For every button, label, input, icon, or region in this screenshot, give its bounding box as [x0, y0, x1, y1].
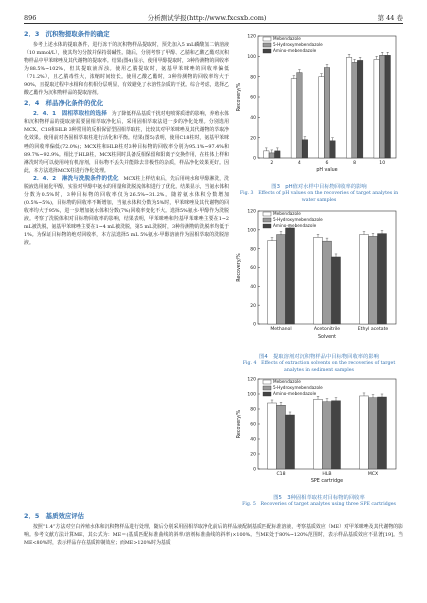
page-number: 896	[24, 14, 37, 22]
y-tick-label: 100	[247, 392, 256, 398]
section-2-4-title: 2．4 样品净化条件的优化	[24, 99, 104, 108]
bar	[323, 241, 332, 324]
y-tick-label: 60	[250, 266, 256, 272]
figure-3-chart	[234, 30, 404, 180]
section-2-4-1-body: 为了降低样品基质干扰对电喷雾质谱的影响，养殖水体和沉积物样品的提取液需要固相萃取净化后，采用固相萃取法进一步的净化处理。分别选用MCX、C18和HLB 3种常用的反相保留型固相萃取柱，比较其对甲苯咪唑及其代谢物的萃取净化效果。使用前对各固相萃取柱进行活化和平衡。结果(图5)表明，使用C18柱时，氨基甲苯咪唑的回收率偏低(72.0%)；MCX柱和HLB柱对3种目标物的回收率分别为95.1%~97.4%和89.7%~92.9%。相比于HLB柱，MCX柱同时具备反相保留和阳离子交换作用，在柱体上样和淋洗时均可以使用纯有机溶剂，目标物不丢失并能除去非极性的杂质，样品净化效果更好。因此，本方法选择MCX柱进行净化处理。	[24, 111, 230, 174]
bar	[269, 153, 275, 158]
legend-swatch	[263, 37, 271, 41]
legend-label: 5-Hydroxymebendazole	[273, 217, 323, 222]
figure-5	[234, 373, 404, 513]
x-tick-label: C18	[276, 472, 286, 477]
bar	[314, 399, 323, 469]
legend-label: Mebendazole	[273, 36, 301, 41]
figure-3	[234, 30, 404, 205]
legend-label: 5-Hydroxymebendazole	[273, 385, 323, 390]
y-tick-label: 40	[250, 284, 256, 290]
legend-swatch	[263, 212, 271, 216]
y-tick-label: 60	[250, 95, 256, 101]
y-tick-label: 0	[253, 156, 256, 162]
bar	[378, 397, 387, 469]
x-tick-label: Acetonitrile	[313, 327, 341, 332]
figure-4-chart	[234, 205, 404, 350]
bar	[314, 237, 323, 324]
bar	[291, 79, 297, 158]
journal-name: 分析测试学报(http://www.fxcsxb.com)	[147, 14, 267, 22]
figure-4	[234, 205, 404, 373]
legend-swatch	[263, 218, 271, 222]
legend-swatch	[263, 386, 271, 390]
bar	[323, 402, 332, 469]
y-tick-label: 100	[247, 228, 256, 234]
y-tick-label: 0	[253, 322, 256, 328]
page-header	[24, 10, 403, 22]
x-tick-label: 10	[379, 161, 386, 166]
legend-label: Amino-mebendazole	[273, 223, 317, 228]
legend-swatch	[263, 43, 271, 47]
bar	[378, 234, 387, 324]
bar	[268, 241, 277, 324]
y-tick-label: 80	[250, 75, 256, 81]
section-2-4-1-title: 2．4．1 固相萃取柱的选择	[33, 111, 107, 118]
bar	[360, 396, 369, 469]
bar	[264, 151, 270, 158]
legend-swatch	[263, 392, 271, 396]
section-2-3-text: 参考上述水体的提取条件，进行冻干的沉积物样品提取时，预先加入5 mL磷酸氢二钠溶液（10 mmol/L），使其均匀分散并保持弱碱性。随后，分别考察了甲醇、乙腈和乙酸乙酯对沉积物样品中甲苯咪唑及其代谢物的提取率。结果(图4)显示，使用甲醇提取时，3种待测物的回收率为88.5%~102%，但其提取液浑浊。使用乙腈提取时，氨基甲苯咪唑的回收率偏低（71.2%），且乙腈毒性大，浓缩时间较长。使用乙酸乙酯时，3种待测物的回收率均大于90%，且提取过程中水相和有机相分层明显，有效避免了水溶性杂质的干扰。综合考虑，选择乙酸乙酯作为沉积物样品的提取溶剂。	[24, 42, 229, 97]
section-2-3-title: 2．3 沉积物提取条件的确定	[24, 30, 110, 38]
legend-swatch	[263, 49, 271, 53]
x-tick-label: 6	[325, 161, 329, 166]
y-axis-label: Recovery/%	[237, 253, 242, 282]
y-tick-label: 120	[247, 209, 256, 215]
bottom-section	[24, 512, 403, 597]
volume-label: 第 44 卷	[377, 14, 403, 22]
figure-5-caption-en: Fig. 5 Recoveries of target analytes using three SPE cartridges	[242, 502, 396, 507]
bar	[277, 405, 286, 469]
figure-5-chart	[234, 373, 404, 491]
bar	[330, 141, 336, 158]
figure-3-caption: 图3 pH值对水样中目标物回收率的影响	[271, 184, 367, 190]
y-axis-label: Recovery/%	[237, 409, 242, 439]
section-2-4-2-body: MCX柱上样结束后，先后用纯水和甲醇淋洗，洗脱液选用氨化甲醇，实验对甲醇中氨水的用量和洗脱流体积进行了优化。结果显示，当氨水体积分数为0.5%时，3种目标物的回收率仅为26.5%~31.2%。随着氨水体积分数增加(0.5%~5%)，目标物的回收率不断增加，当氨水体积分数为5%时，甲苯咪唑及其代谢物的回收率均大于95%，进一步增加氨水体积分数(7%)回收率变化不大。选择5%氨水-甲醇作为洗脱液。考察了洗脱体积对目标物回收率的影响，结果表明，甲苯咪唑和羟基甲苯咪唑主要在1~2 mL被洗脱，氨基甲苯咪唑主要在1~4 mL被洗脱，第5 mL洗脱时，3种待测物的洗脱率均低于1%。为保证目标物的绝对回收率，本方法选择5 mL 5%氨水-甲醇溶液作为固相萃取的洗脱溶液。	[24, 175, 229, 247]
y-tick-label: 60	[250, 422, 256, 428]
legend-swatch	[263, 224, 271, 228]
x-axis-label: pH value	[316, 168, 338, 173]
x-axis-label: Solvent	[317, 335, 337, 340]
bar	[319, 77, 325, 158]
bar	[297, 73, 303, 158]
x-tick-label: 2	[270, 161, 274, 166]
legend-label: Amino-mebendazole	[273, 48, 317, 53]
section-2-4-2-title: 2．4．2 淋洗与洗脱条件的优化	[33, 175, 119, 182]
bar	[268, 403, 277, 469]
figure-4-caption: 图4 提取溶剂对沉积物样品中目标物回收率的影响	[259, 354, 379, 360]
legend-swatch	[263, 380, 271, 384]
bar	[374, 59, 380, 158]
x-tick-label: 4	[297, 161, 301, 166]
figure-3-caption-en: Fig. 3 Effects of pH values on the recoveries of target analytes in water samples	[239, 191, 399, 203]
bar	[302, 140, 308, 158]
bar	[277, 235, 286, 324]
legend-label: Mebendazole	[273, 211, 301, 216]
figure-4-caption-en: Fig. 4 Effects of extraction solvents on the recoveries of target analytes in sediment samples	[242, 361, 396, 373]
bar	[332, 401, 341, 469]
y-tick-label: 20	[250, 452, 256, 458]
bar	[346, 57, 352, 158]
y-tick-label: 80	[250, 407, 256, 413]
bar	[332, 257, 341, 324]
y-tick-label: 80	[250, 247, 256, 253]
legend-label: Amino-mebendazole	[273, 391, 317, 396]
y-tick-label: 20	[250, 303, 256, 309]
section-2-5-text: 按照“1.4”方法对空白养殖水体和沉积物样品进行处理，随后分别采用固相萃取净化前后的样品液配制基质匹配标准溶液，考察基质效应（ME）对甲苯咪唑及其代谢物的影响。参考文献方法计算ME，其公式为：ME＝(基质匹配标准曲线的斜率/溶剂标准曲线的斜率)×100%。当ME处于80%~120%范围时，表示样品基质效应不显著[19]。当ME<80%时，表示样品存在基质抑制效应；而ME>120%时为基质	[24, 524, 403, 547]
bar	[360, 235, 369, 324]
y-axis-label: Recovery/%	[237, 82, 242, 112]
bar	[352, 62, 358, 158]
x-tick-label: HLB	[322, 472, 332, 477]
x-tick-label: MCX	[367, 472, 379, 477]
y-tick-label: 40	[250, 115, 256, 121]
section-2-4-2-text	[24, 175, 229, 247]
bar	[385, 55, 391, 158]
bar	[369, 398, 378, 469]
y-tick-label: 40	[250, 437, 256, 443]
bar	[369, 236, 378, 324]
y-tick-label: 100	[247, 54, 256, 60]
x-tick-label: Ethyl acetate	[357, 327, 389, 332]
right-column	[234, 30, 404, 510]
y-tick-label: 120	[247, 377, 256, 383]
x-axis-label: SPE cartridge	[310, 479, 344, 484]
y-tick-label: 120	[247, 34, 256, 40]
bar	[286, 228, 295, 324]
y-tick-label: 20	[250, 136, 256, 142]
section-2-5-title: 2．5 基质效应评估	[24, 512, 85, 520]
section-2-4-1-text	[24, 110, 229, 174]
legend-label: 5-Hydroxymebendazole	[273, 42, 323, 47]
header-rule	[24, 23, 403, 24]
left-column	[24, 30, 229, 510]
bar	[286, 415, 295, 469]
y-tick-label: 0	[253, 467, 256, 473]
bar	[324, 68, 330, 158]
x-tick-label: Methanol	[270, 327, 292, 332]
x-tick-label: 8	[353, 161, 357, 166]
bar	[275, 151, 281, 158]
legend-label: Mebendazole	[273, 379, 301, 384]
bar	[357, 60, 363, 158]
bar	[379, 55, 385, 158]
figure-5-caption: 图5 3种固相萃取柱对目标物的回收率	[273, 495, 365, 501]
